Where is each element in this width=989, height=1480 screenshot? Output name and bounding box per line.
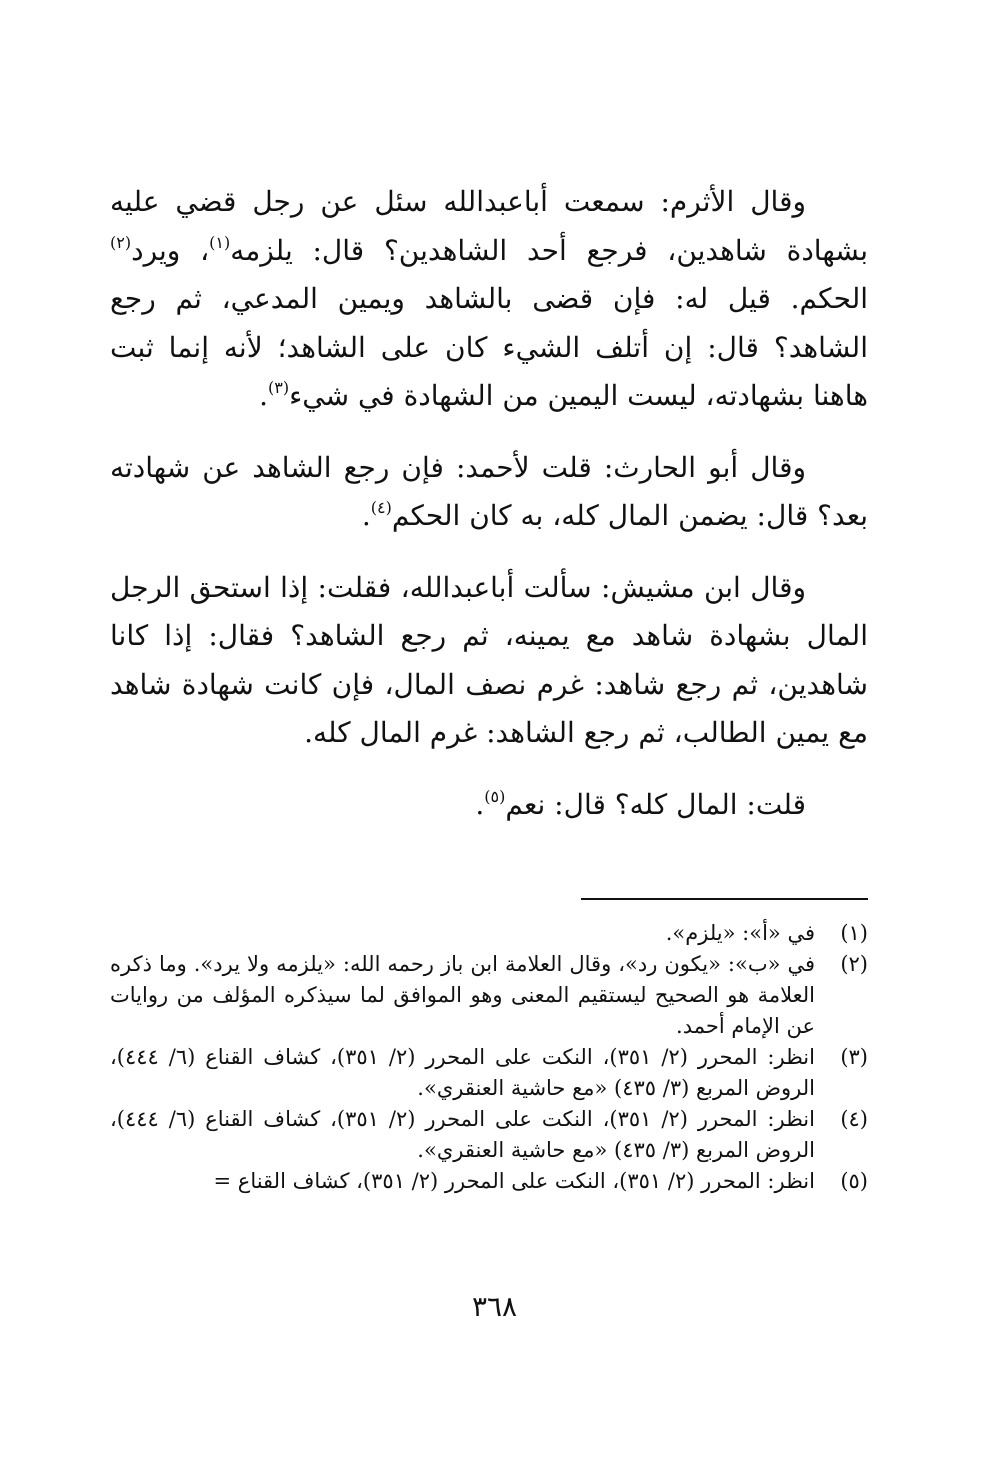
body-paragraph xyxy=(110,564,868,758)
text-segment: قلت: المال كله؟ قال: نعم xyxy=(505,787,806,821)
body-paragraph xyxy=(110,178,868,421)
page-number: ٣٦٨ xyxy=(471,1290,518,1323)
footnote xyxy=(110,1166,868,1197)
text-segment: الحكم. قيل له: فإن قضى بالشاهد ويمين المدعي، ثم رجع الشاهد؟ قال: إن أتلف الشيء كان على الشاهد؛ لأنه إنما ثبت هاهنا بشهادته، ليست اليمين من الشهادة في شيء xyxy=(110,282,869,412)
footnotes xyxy=(110,918,868,1197)
text-segment: وقال الأثرم: سمعت أباعبدالله سئل عن رجل قضي عليه بشهادة شاهدين، فرجع أحد الشاهدين؟ قال: يلزمه xyxy=(110,185,868,267)
footnote xyxy=(110,949,868,1042)
footnote-text: في «أ»: «يلزم». xyxy=(665,921,815,945)
footnote-number: (٣) xyxy=(840,1045,868,1069)
text-segment: وقال ابن مشيش: سألت أباعبدالله، فقلت: إذا استحق الرجل المال بشهادة شاهد مع يمينه، ثم رجع الشاهد؟ فقال: إذا كانا شاهدين، ثم رجع شاهد: غرم نصف المال، فإن كانت شهادة شاهد مع يمين الطالب، ثم رجع الشاهد: غرم المال كله. xyxy=(110,570,868,749)
footnote-number: (٤) xyxy=(840,1107,868,1131)
footnote-text: انظر: المحرر (٢/ ٣٥١)، النكت على المحرر (٢/ ٣٥١)، كشاف القناع (٦/ ٤٤٤)، الروض المربع (٣/ ٤٣٥) «مع حاشية العنقري». xyxy=(110,1045,815,1100)
body-paragraph xyxy=(110,781,868,830)
body-paragraph xyxy=(110,444,868,541)
text-segment: وقال أبو الحارث: قلت لأحمد: فإن رجع الشاهد عن شهادته بعد؟ قال: يضمن المال كله، به كان الحكم xyxy=(110,450,868,532)
main-text xyxy=(110,178,868,829)
footnote-reference: (١) xyxy=(209,232,231,252)
footnote-reference: (٥) xyxy=(484,786,506,806)
footnote-reference: (٢) xyxy=(110,232,132,252)
footnote-text: انظر: المحرر (٢/ ٣٥١)، النكت على المحرر (٢/ ٣٥١)، كشاف القناع (٦/ ٤٤٤)، الروض المربع (٣/ ٤٣٥) «مع حاشية العنقري». xyxy=(110,1107,815,1162)
text-segment: . xyxy=(361,499,371,532)
text-segment: . xyxy=(475,787,485,821)
footnote-text: في «ب»: «يكون رد»، وقال العلامة ابن باز رحمه الله: «يلزمه ولا يرد». وما ذكره العلامة هو الصحيح ليستقيم المعنى وهو الموافق لما سيذكره المؤلف من روايات عن الإمام أحمد. xyxy=(110,952,815,1038)
footnote xyxy=(110,918,868,949)
text-segment: ، ويرد xyxy=(131,233,210,267)
footnote xyxy=(110,1104,868,1166)
footnote-number: (١) xyxy=(840,921,868,945)
footnote-number: (٢) xyxy=(840,952,868,976)
footnote-text: انظر: المحرر (٢/ ٣٥١)، النكت على المحرر (٢/ ٣٥١)، كشاف القناع = xyxy=(213,1169,815,1193)
footnote-reference: (٣) xyxy=(268,378,290,397)
text-segment: . xyxy=(259,379,268,412)
footnote-number: (٥) xyxy=(840,1169,868,1193)
footnote xyxy=(110,1042,868,1104)
footnote-reference: (٤) xyxy=(370,498,392,517)
footnote-separator xyxy=(581,898,868,900)
